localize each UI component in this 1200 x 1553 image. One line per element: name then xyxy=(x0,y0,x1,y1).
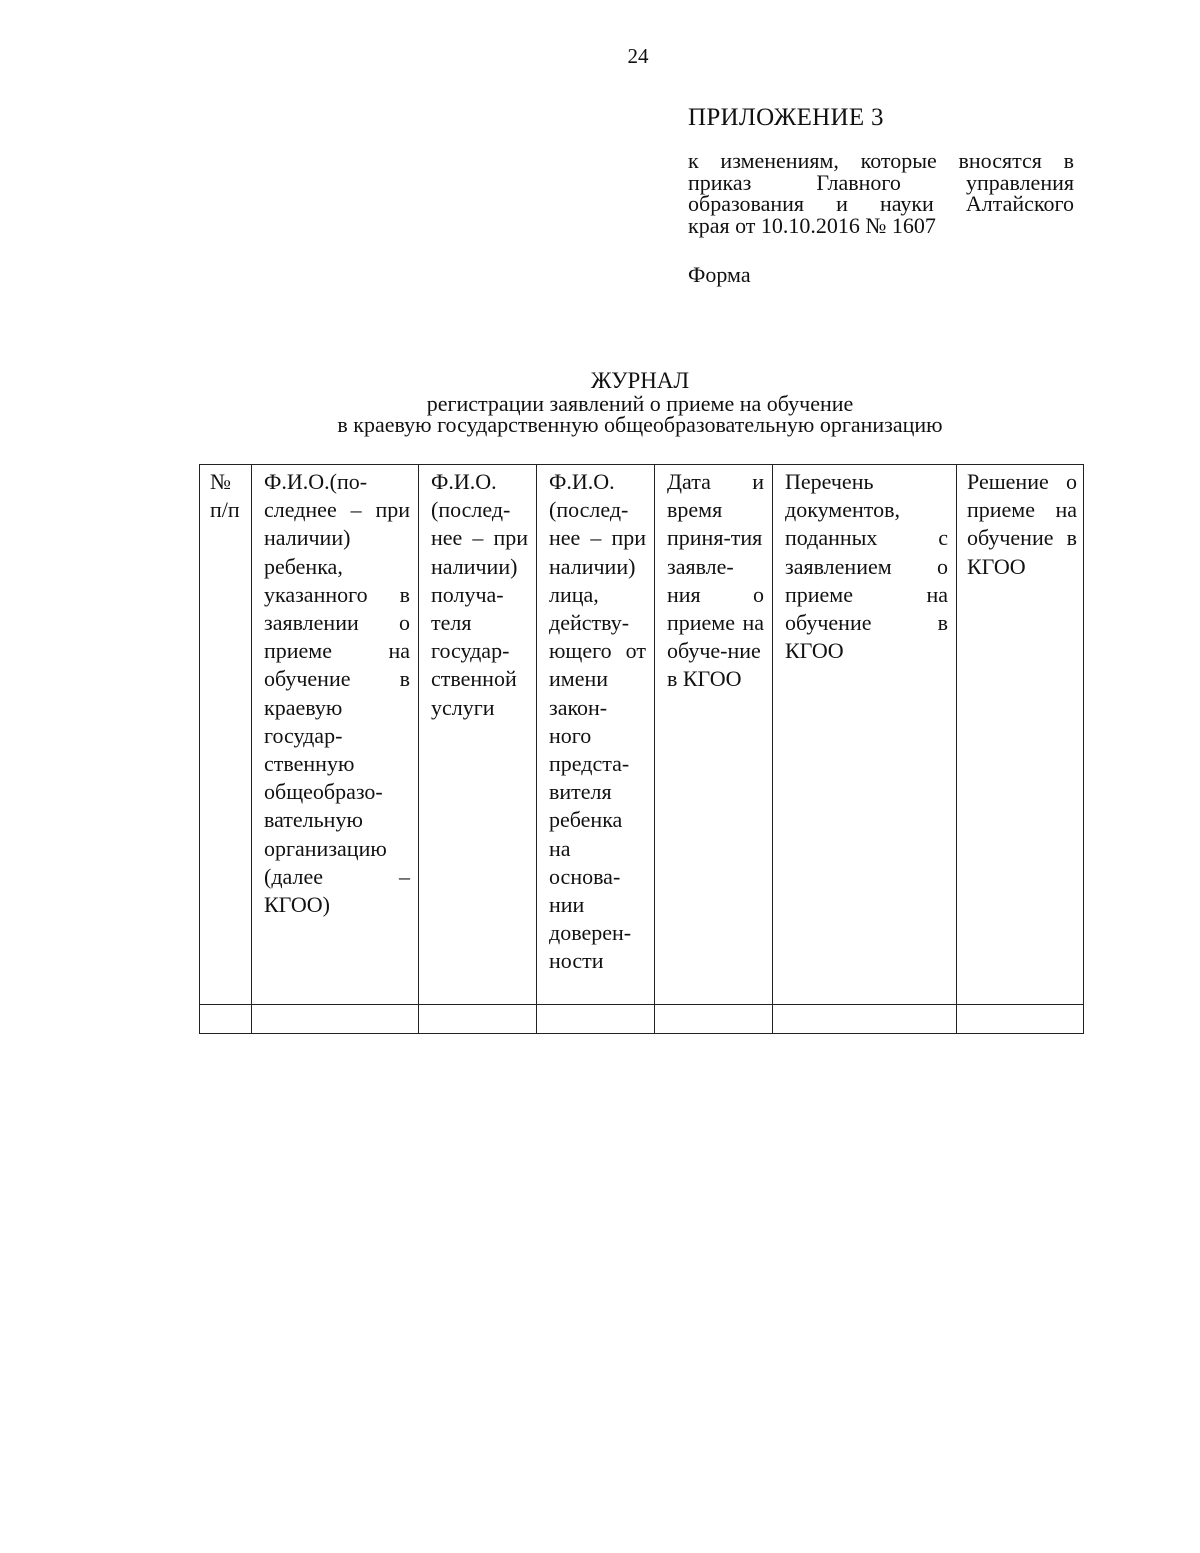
journal-subtitle-line: регистрации заявлений о приеме на обучение xyxy=(426,391,854,416)
header-cell-date-time: Дата и время приня-тия заявле-ния о приеме на обуче-ние в КГОО xyxy=(655,465,773,1005)
appendix-title: ПРИЛОЖЕНИЕ 3 xyxy=(688,104,884,131)
table-cell xyxy=(200,1005,252,1034)
table-cell xyxy=(957,1005,1084,1034)
table-cell xyxy=(419,1005,537,1034)
appendix-line: приказ Главного управления xyxy=(688,169,1074,195)
appendix-reference xyxy=(688,150,1074,236)
journal-subtitle-line: в краевую государственную общеобразовательную организацию xyxy=(337,412,943,437)
table-cell xyxy=(252,1005,419,1034)
form-label: Форма xyxy=(688,262,751,287)
header-cell-documents: Перечень документов, поданных с заявлением о приеме на обучение в КГОО xyxy=(773,465,957,1005)
header-cell-recipient-name: Ф.И.О. (послед-нее – при наличии) получа-теля государ-ственной услуги xyxy=(419,465,537,1005)
appendix-line: края от 10.10.2016 № 1607 xyxy=(688,212,936,238)
table-row xyxy=(200,1005,1084,1034)
appendix-line: образования и науки Алтайского xyxy=(688,191,1074,216)
header-cell-number: № п/п xyxy=(200,465,252,1005)
journal-title: ЖУРНАЛ xyxy=(590,368,690,393)
table-cell xyxy=(537,1005,655,1034)
page-number: 24 xyxy=(627,44,649,68)
appendix-line: к изменениям, которые вносятся в xyxy=(688,148,1074,173)
registration-journal-table xyxy=(199,464,1084,1034)
table-cell xyxy=(655,1005,773,1034)
journal-heading xyxy=(0,368,1200,435)
header-cell-child-name: Ф.И.О.(по-следнее – при наличии) ребенка, указанного в заявлении о приеме на обучение в краевую государ-ственную общеобразо-вательную организацию (далее – КГОО) xyxy=(252,465,419,1005)
table-header-row xyxy=(200,465,1084,1005)
header-cell-proxy-name: Ф.И.О. (послед-нее – при наличии) лица, действу-ющего от имени закон-ного предста-вителя ребенка на основа-нии доверен-ности xyxy=(537,465,655,1005)
header-cell-decision: Решение о приеме на обучение в КГОО xyxy=(957,465,1084,1005)
table-cell xyxy=(773,1005,957,1034)
